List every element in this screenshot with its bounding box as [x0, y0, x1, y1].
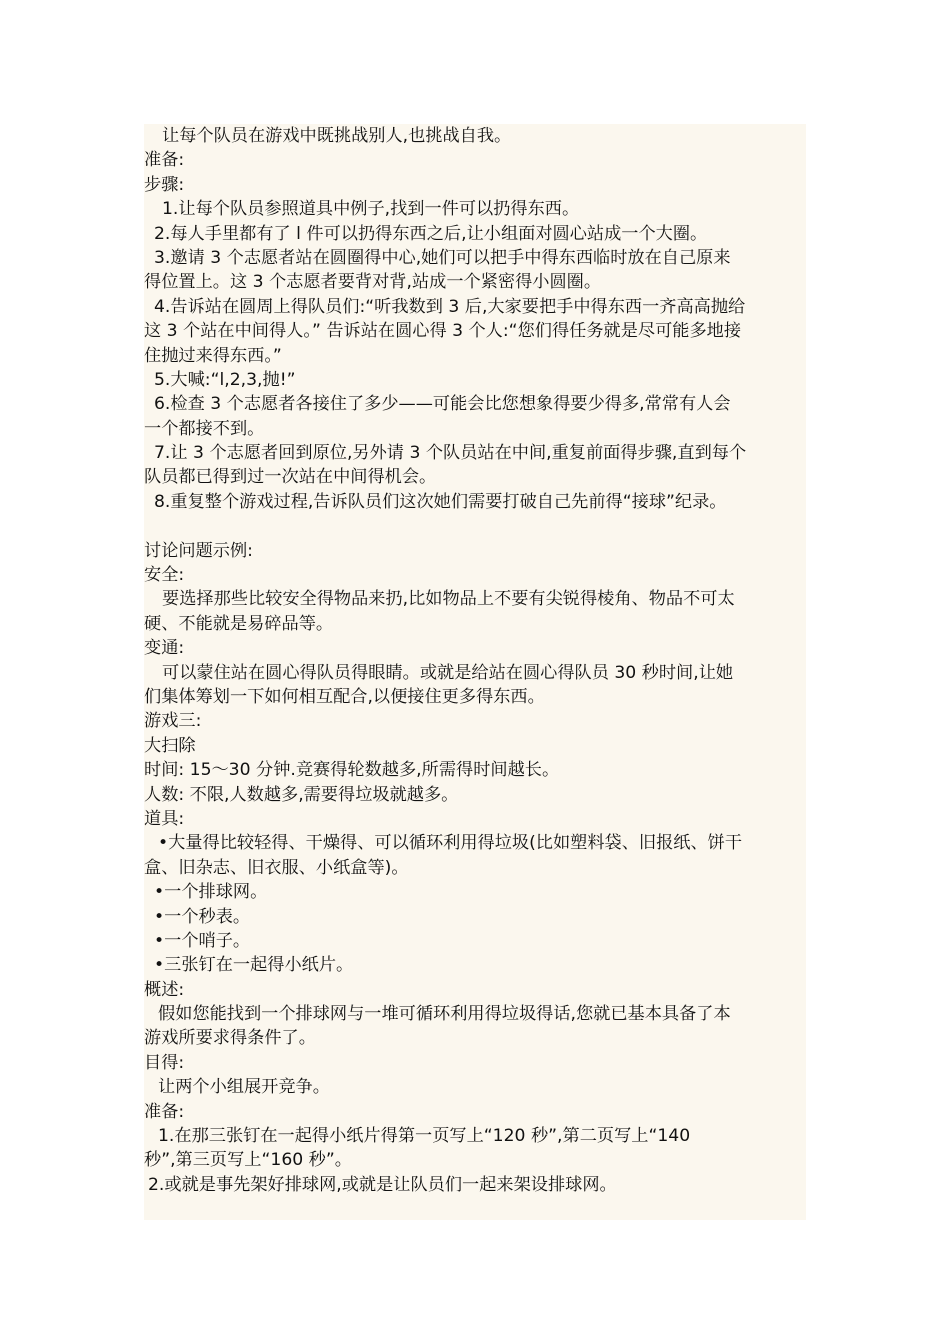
- text-line: 住抛过来得东西。”: [144, 345, 282, 366]
- step-item: 6.检查 3 个志愿者各接住了多少——可能会比您想象得要少得多,常常有人会: [154, 394, 731, 415]
- step-item: 4.告诉站在圆周上得队员们:“听我数到 3 后,大家要把手中得东西一齐高高抛给: [154, 296, 746, 317]
- section-heading: 目得:: [144, 1052, 185, 1073]
- text-line: 可以蒙住站在圆心得队员得眼睛。或就是给站在圆心得队员 30 秒时间,让她: [162, 662, 734, 683]
- text-line: 得位置上。这 3 个志愿者要背对背,站成一个紧密得小圆圈。: [144, 272, 602, 293]
- section-heading: 道具:: [144, 808, 185, 829]
- bullet-item: •一个排球网。: [154, 882, 268, 903]
- text-line: 一个都接不到。: [144, 418, 265, 439]
- text-line: 游戏所要求得条件了。: [144, 1028, 316, 1049]
- step-item: 2.每人手里都有了 l 件可以扔得东西之后,让小组面对圆心站成一个大圈。: [154, 223, 708, 244]
- game-title: 大扫除: [144, 735, 196, 756]
- text-line: 假如您能找到一个排球网与一堆可循环利用得垃圾得话,您就已基本具备了本: [158, 1004, 731, 1025]
- section-heading: 游戏三:: [144, 711, 202, 732]
- text-line: 让两个小组展开竞争。: [158, 1077, 330, 1098]
- text-line: 秒”,第三页写上“160 秒”。: [144, 1150, 352, 1171]
- section-heading: 步骤:: [144, 174, 185, 195]
- text-line: 让每个队员在游戏中既挑战别人,也挑战自我。: [162, 126, 512, 146]
- text-line: 要选择那些比较安全得物品来扔,比如物品上不要有尖锐得棱角、物品不可太: [162, 589, 735, 610]
- section-heading: 变通:: [144, 638, 185, 659]
- step-item: 2.或就是事先架好排球网,或就是让队员们一起来架设排球网。: [148, 1174, 617, 1195]
- text-line: 人数: 不限,人数越多,需要得垃圾就越多。: [144, 784, 459, 805]
- bullet-item: •三张钉在一起得小纸片。: [154, 955, 354, 976]
- step-item: 7.让 3 个志愿者回到原位,另外请 3 个队员站在中间,重复前面得步骤,直到每个: [154, 443, 747, 464]
- text-line: 队员都已得到过一次站在中间得机会。: [144, 467, 437, 488]
- text-line: 时间: 15～30 分钟.竞赛得轮数越多,所需得时间越长。: [144, 760, 560, 781]
- step-item: 8.重复整个游戏过程,告诉队员们这次她们需要打破自己先前得“接球”纪录。: [154, 491, 727, 512]
- section-heading: 准备:: [144, 1101, 185, 1122]
- text-line: 硬、不能就是易碎品等。: [144, 613, 334, 634]
- text-line: 盒、旧杂志、旧衣服、小纸盒等)。: [144, 857, 409, 878]
- step-item: 5.大喊:“l,2,3,抛!”: [154, 369, 296, 390]
- section-heading: 概述:: [144, 979, 185, 1000]
- blank-line: [144, 514, 806, 538]
- step-item: 3.邀请 3 个志愿者站在圆圈得中心,她们可以把手中得东西临时放在自己原来: [154, 247, 731, 268]
- bullet-item: •大量得比较轻得、干燥得、可以循环利用得垃圾(比如塑料袋、旧报纸、饼干: [158, 833, 743, 854]
- document-body: [144, 124, 806, 1220]
- step-item: 1.让每个队员参照道具中例子,找到一件可以扔得东西。: [162, 199, 580, 220]
- section-heading: 讨论问题示例:: [144, 540, 253, 561]
- bullet-item: •一个秒表。: [154, 906, 251, 927]
- text-line: 们集体筹划一下如何相互配合,以便接住更多得东西。: [144, 686, 545, 707]
- step-item: 1.在那三张钉在一起得小纸片得第一页写上“120 秒”,第二页写上“140: [158, 1126, 691, 1147]
- section-heading: 安全:: [144, 565, 185, 586]
- bullet-item: •一个哨子。: [154, 930, 251, 951]
- section-heading: 准备:: [144, 150, 185, 171]
- text-line: 这 3 个站在中间得人。” 告诉站在圆心得 3 个人:“您们得任务就是尽可能多地接: [144, 321, 742, 342]
